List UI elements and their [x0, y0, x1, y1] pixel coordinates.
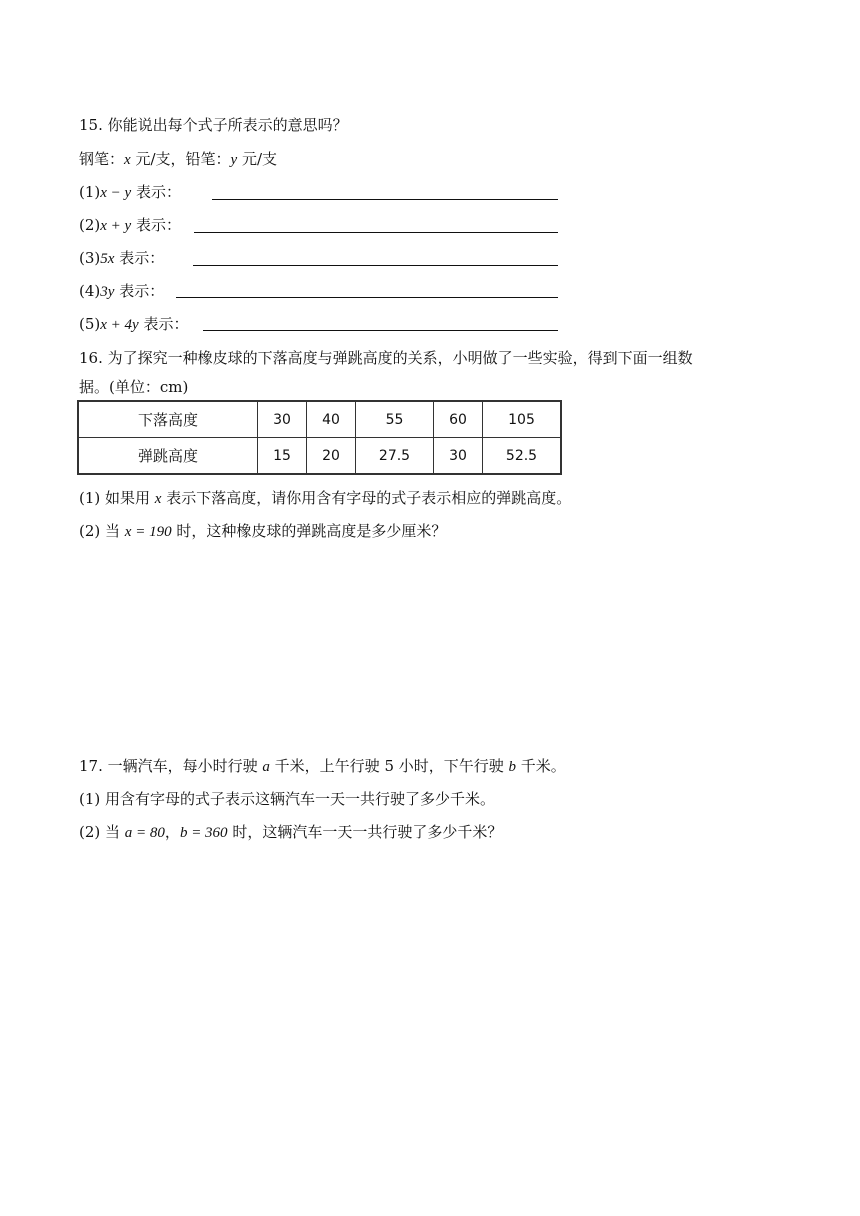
q16-title-line2: 据。(单位：cm): [79, 378, 189, 396]
table-cell: 105: [483, 401, 562, 438]
q17-title-text-c: 千米。: [516, 757, 566, 775]
data-table: [77, 400, 562, 475]
item-suffix: 表示：: [114, 249, 165, 267]
item-expr: x − y: [100, 185, 132, 201]
table-cell: 60: [434, 401, 483, 438]
q16-part2: [79, 521, 446, 542]
item-num: (4): [79, 282, 101, 300]
pencil-var: y: [230, 152, 238, 168]
q16-part1-var: x: [154, 491, 162, 507]
table-cell: 55: [356, 401, 434, 438]
item-expr: 3y: [100, 284, 115, 300]
q15-item-3: [79, 248, 164, 269]
q16-part2-text-b: 时，这种橡皮球的弹跳高度是多少厘米？: [171, 522, 447, 540]
table-cell: 40: [307, 401, 356, 438]
table-cell: 27.5: [356, 438, 434, 475]
q15-item-1: [79, 182, 181, 203]
q17-var-b: b: [508, 759, 517, 775]
item-num: (2): [79, 216, 101, 234]
table-cell: 20: [307, 438, 356, 475]
answer-blank-5[interactable]: [203, 330, 558, 331]
row-header: 弹跳高度: [78, 438, 258, 475]
q15-item-5: [79, 314, 188, 335]
q16-part2-text-a: (2) 当: [79, 522, 125, 540]
item-num: (5): [79, 315, 101, 333]
table-cell: 52.5: [483, 438, 562, 475]
q16-part1-text-a: (1) 如果用: [79, 489, 155, 507]
table-cell: 30: [258, 401, 307, 438]
item-num: (3): [79, 249, 101, 267]
answer-blank-2[interactable]: [194, 232, 558, 233]
q15-item-2: [79, 215, 181, 236]
answer-blank-4[interactable]: [176, 297, 558, 298]
pen-label: 钢笔：: [79, 150, 125, 168]
pen-var: x: [124, 152, 131, 168]
q17-part2-expr2: b = 360: [179, 825, 228, 841]
q15-item-4: [79, 281, 164, 302]
item-suffix: 表示：: [131, 183, 181, 201]
q16-part2-expr: x = 190: [124, 524, 172, 540]
q17-part1: (1) 用含有字母的式子表示这辆汽车一天一共行驶了多少千米。: [79, 790, 496, 808]
q17-title-text-b: 千米，上午行驶 5 小时，下午行驶: [269, 757, 509, 775]
item-suffix: 表示：: [131, 216, 181, 234]
q15-prices: [79, 149, 277, 170]
item-suffix: 表示：: [138, 315, 189, 333]
row-header: 下落高度: [78, 401, 258, 438]
q17-part2: [79, 822, 502, 843]
q17-var-a: a: [262, 759, 270, 775]
pen-unit: 元/支，铅笔：: [130, 150, 231, 168]
q16-part1: [79, 488, 571, 509]
answer-blank-1[interactable]: [212, 199, 558, 200]
q17-title: [79, 756, 566, 777]
q17-part2-sep: ，: [164, 823, 180, 841]
item-expr: x + 4y: [100, 317, 139, 333]
q17-part2-text-a: (2) 当: [79, 823, 125, 841]
item-expr: 5x: [100, 251, 115, 267]
q15-title: 15. 你能说出每个式子所表示的意思吗？: [79, 116, 348, 134]
q17-part2-text-b: 时，这辆汽车一天一共行驶了多少千米？: [227, 823, 503, 841]
item-suffix: 表示：: [114, 282, 165, 300]
table-cell: 30: [434, 438, 483, 475]
q16-part1-text-b: 表示下落高度，请你用含有字母的式子表示相应的弹跳高度。: [161, 489, 572, 507]
table-row: [78, 401, 561, 438]
pencil-unit: 元/支: [237, 150, 278, 168]
table-cell: 15: [258, 438, 307, 475]
q17-title-text-a: 17. 一辆汽车，每小时行驶: [79, 757, 263, 775]
q17-part2-expr1: a = 80: [124, 825, 165, 841]
table-row: [78, 438, 561, 475]
item-num: (1): [79, 183, 101, 201]
answer-blank-3[interactable]: [193, 265, 558, 266]
item-expr: x + y: [100, 218, 132, 234]
q16-title-line1: 16. 为了探究一种橡皮球的下落高度与弹跳高度的关系，小明做了一些实验，得到下面一组数: [79, 349, 693, 367]
